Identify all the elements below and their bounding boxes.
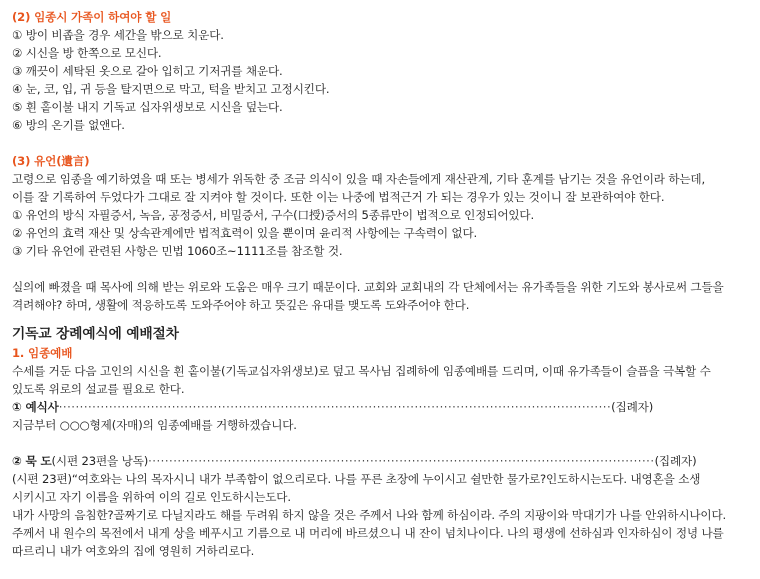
section-2-title: (2) 임종시 가족이 하여야 할 일 xyxy=(12,10,172,24)
part-1-intro-line-1: 수세를 거둔 다음 고인의 시신을 흰 홑이불(기독교십자위생보)로 덮고 목사님 집례하에 임종예배를 드리며, 이때 유가족들이 슬픔을 극복할 수 xyxy=(12,364,711,378)
section-3-item-3: ③ 기타 유언에 관련된 사항은 민법 1060조~1111조를 참조할 것. xyxy=(12,244,343,258)
section-3-item-2: ② 유언의 효력 재산 및 상속관계에만 법적효력이 있을 뿐이며 윤리적 사항에는 구속력이 없다. xyxy=(12,226,478,240)
spacer xyxy=(12,314,748,324)
spacer xyxy=(12,134,748,152)
step-2-label: ② 묵 도 xyxy=(12,454,52,468)
step-2-row xyxy=(12,452,748,470)
section-2-item-5: ⑤ 흰 홑이불 내지 기독교 십자위생보로 시신을 덮는다. xyxy=(12,100,283,114)
psalm-line-1: (시편 23편)“여호와는 나의 목자시니 내가 부족함이 없으리로다. 나를 푸른 초장에 누이시고 쉴만한 물가로?인도하시는도다. 내영혼을 소생 xyxy=(12,472,701,486)
section-2-item-2: ② 시신을 방 한쪽으로 모신다. xyxy=(12,46,162,60)
part-1-title: 1. 임종예배 xyxy=(12,346,73,360)
psalm-line-3: 내가 사망의 음침한?골짜기로 다닐지라도 해를 두려워 하지 않을 것은 주께서 나와 함께 하심이라. 주의 지팡이와 막대기가 나를 안위하시나이다. xyxy=(12,508,727,522)
psalm-line-4: 주께서 내 원수의 목전에서 내게 상을 베푸시고 기름으로 내 머리에 바르셨으니 내 잔이 넘치나이다. 나의 평생에 선하심과 인자하심이 정녕 나를 xyxy=(12,526,724,540)
section-2-item-3: ③ 깨끗이 세탁된 옷으로 갈아 입히고 기저귀를 채운다. xyxy=(12,64,283,78)
spacer xyxy=(12,434,748,452)
step-1-row xyxy=(12,398,748,416)
section-2-item-1: ① 방이 비좁을 경우 세간을 밖으로 치운다. xyxy=(12,28,224,42)
section-3-para-line-2: 이를 잘 기록하여 두었다가 그대로 잘 지켜야 할 것이다. 또한 이는 나중에 법적근거 가 되는 경우가 있는 것이니 잘 보관하여야 한다. xyxy=(12,190,665,204)
step-1-role: (집례자) xyxy=(611,400,654,414)
psalm-line-5: 따르리니 내가 여호와의 집에 영원히 거하리로다. xyxy=(12,544,255,558)
section-3-para-line-1: 고령으로 임종을 예기하였을 때 또는 병세가 위독한 중 조금 의식이 있을 때 자손들에게 재산관계, 기타 훈계를 남기는 것을 유언이라 하는데, xyxy=(12,172,706,186)
section-3-item-1: ① 유언의 방식 자필증서, 녹음, 공정증서, 비밀증서, 구수(口授)증서의 5종류만이 법적으로 인정되어있다. xyxy=(12,208,535,222)
step-1-text: 지금부터 ○○○형제(자매)의 임종예배를 거행하겠습니다. xyxy=(12,418,297,432)
psalm-line-2: 시키시고 자기 이름을 위하여 이의 길로 인도하시는도다. xyxy=(12,490,291,504)
step-1-label: ① 예식사 xyxy=(12,400,59,414)
step-2-note: (시편 23편을 낭독) xyxy=(51,454,149,468)
main-heading: 기독교 장례예식에 예배절차 xyxy=(12,326,179,342)
closing-line-1: 실의에 빠졌을 때 목사에 의해 받는 위로와 도움은 매우 크기 때문이다. 교회와 교회내의 각 단체에서는 유가족들을 위한 기도와 봉사로써 그들을 xyxy=(12,280,724,294)
step-1-leader-dots: ···································································································································· xyxy=(58,400,612,414)
closing-line-2: 격려해야? 하며, 생활에 적응하도록 도와주어야 하고 뜻깊은 유대를 맺도록 도와주어야 한다. xyxy=(12,298,470,312)
section-2-item-6: ⑥ 방의 온기를 없앤다. xyxy=(12,118,125,132)
part-1-intro-line-2: 있도록 위로의 설교를 필요로 한다. xyxy=(12,382,185,396)
spacer xyxy=(12,260,748,278)
section-3-title: (3) 유언(遺言) xyxy=(12,154,90,168)
step-2-leader-dots: ························································································································· xyxy=(148,454,655,468)
step-2-role: (집례자) xyxy=(654,454,697,468)
section-2-item-4: ④ 눈, 코, 입, 귀 등을 탈지면으로 막고, 턱을 받치고 고정시킨다. xyxy=(12,82,330,96)
